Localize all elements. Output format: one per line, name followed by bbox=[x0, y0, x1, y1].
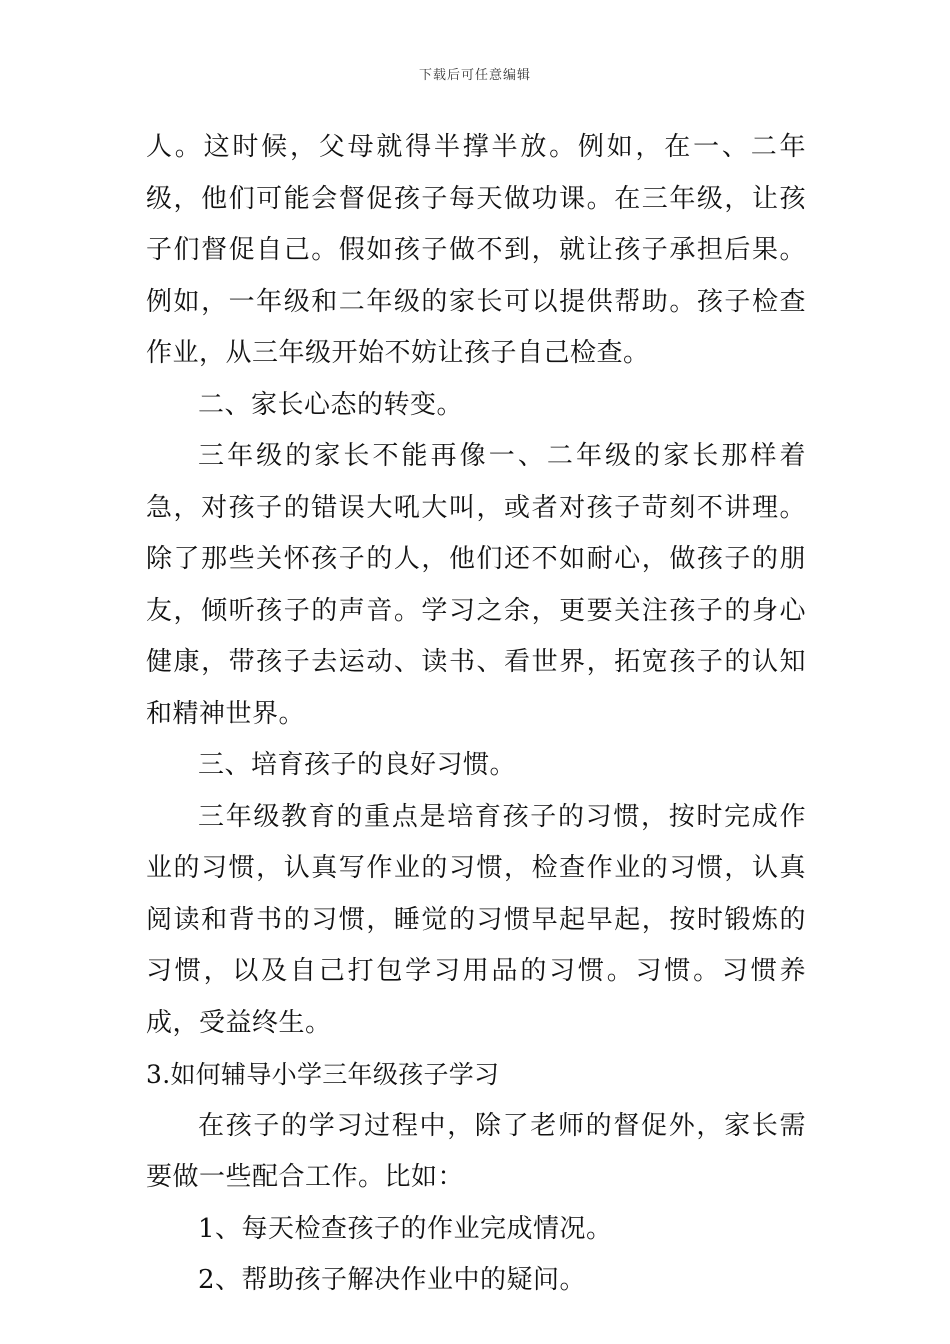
section-title-tutoring: 3.如何辅导小学三年级孩子学习 bbox=[146, 1060, 500, 1089]
paragraph-good-habits: 三年级教育的重点是培育孩子的习惯，按时完成作业的习惯，认真写作业的习惯，检查作业的习惯，认真阅读和背书的习惯，睡觉的习惯早起早起，按时锻炼的习惯，以及自己打包学习用品的习惯。习惯。习惯养成，受益终生。 bbox=[146, 801, 806, 1038]
paragraph-tutoring-intro: 在孩子的学习过程中，除了老师的督促外，家长需要做一些配合工作。比如： bbox=[146, 1110, 806, 1192]
heading-good-habits: 三、培育孩子的良好习惯。 bbox=[198, 750, 517, 780]
list-item-check-homework: 1、每天检查孩子的作业完成情况。 bbox=[198, 1213, 613, 1244]
list-item-solve-questions: 2、帮助孩子解决作业中的疑问。 bbox=[198, 1265, 587, 1295]
heading-parent-mindset: 二、家长心态的转变。 bbox=[198, 389, 464, 420]
paragraph-parent-mindset: 三年级的家长不能再像一、二年级的家长那样着急，对孩子的错误大吼大叫，或者对孩子苛刻不讲理。除了那些关怀孩子的人，他们还不如耐心，做孩子的朋友，倾听孩子的声音。学习之余，更要关注孩子的身心健康，带孩子去运动、读书、看世界，拓宽孩子的认知和精神世界。 bbox=[146, 441, 806, 729]
paragraph-parenting-approach: 人。这时候，父母就得半撑半放。例如，在一、二年级，他们可能会督促孩子每天做功课。在三年级，让孩子们督促自己。假如孩子做不到，就让孩子承担后果。例如，一年级和二年级的家长可以提供帮助。孩子检查作业，从三年级开始不妨让孩子自己检查。 bbox=[146, 132, 806, 368]
page-header-note: 下载后可任意编辑 bbox=[418, 68, 531, 83]
document-body bbox=[146, 122, 806, 1307]
